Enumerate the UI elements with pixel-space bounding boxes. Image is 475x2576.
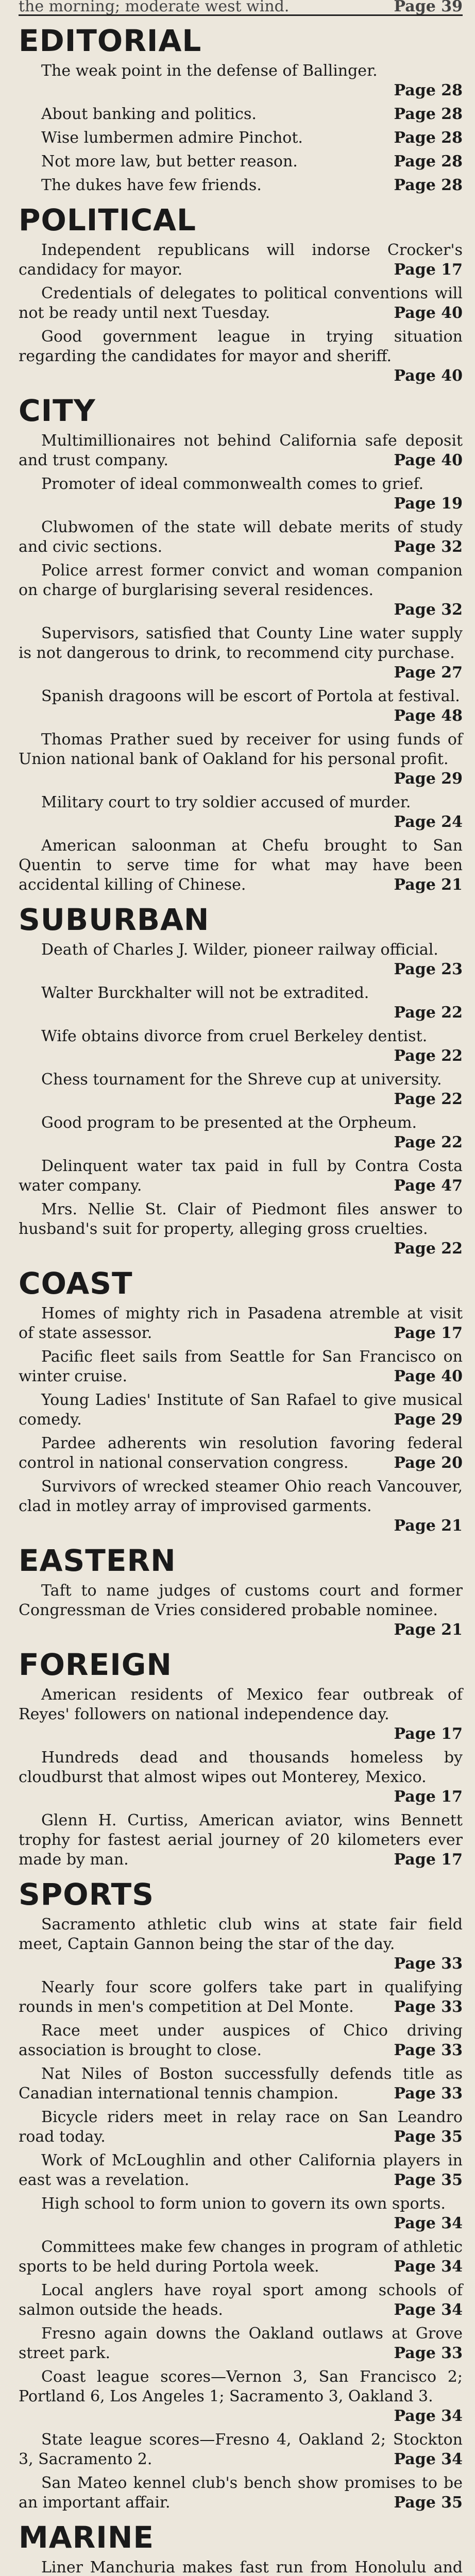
page-ref: Page 32: [394, 538, 463, 556]
entry-text: Survivors of wrecked steamer Ohio reach Vancouver, clad in motley array of improvised garments.: [19, 1478, 463, 1515]
entry-text: Thomas Prather sued by receiver for using funds of Union national bank of Oakland for his personal profit.: [19, 731, 463, 768]
index-entry: [19, 431, 463, 470]
page-ref: Page 34: [394, 2407, 463, 2425]
section-heading: FOREIGN: [19, 1647, 172, 1682]
entry-text: The weak point in the defense of Ballinger.: [41, 62, 378, 80]
index-entry: [19, 241, 463, 280]
index-entry: [19, 474, 463, 514]
index-entry: [19, 2238, 463, 2277]
entry-text: Death of Charles J. Wilder, pioneer railway official.: [41, 941, 438, 959]
page-ref: Page 22: [394, 1090, 463, 1108]
index-entry: [19, 2473, 463, 2513]
index-entry: [19, 1200, 463, 1259]
entry-text: Pardee adherents win resolution favoring federal control in national conservation congress.: [19, 1434, 463, 1472]
page-ref: Page 23: [394, 960, 463, 978]
page-ref: Page 28: [394, 176, 463, 194]
sections-container: [19, 24, 463, 2576]
index-entry: [19, 128, 463, 148]
section-political: [19, 204, 463, 386]
section-heading: COAST: [19, 1266, 133, 1301]
index-entry: [19, 1304, 463, 1343]
section-heading: EASTERN: [19, 1543, 176, 1578]
page-ref: Page 28: [394, 81, 463, 99]
section-city: [19, 394, 463, 895]
entry-text: American residents of Mexico fear outbreak of Reyes' followers on national independence day.: [19, 1686, 463, 1723]
entry-text: Nearly four score golfers take part in qualifying rounds in men's competition at Del Monte.: [19, 1978, 463, 2016]
page-ref: Page 33: [394, 1955, 463, 1973]
entry-text: Taft to name judges of customs court and former Congressman de Vries considered probable nominee.: [19, 1582, 463, 1619]
weather-text: the morning; moderate west wind.: [19, 0, 290, 15]
index-entry: [19, 327, 463, 386]
top-weather-line: [19, 0, 463, 16]
page-ref: Page 24: [394, 813, 463, 831]
page-ref: Page 17: [394, 1851, 463, 1869]
entry-text: Pacific fleet sails from Seattle for San Francisco on winter cruise.: [19, 1348, 463, 1385]
entry-text: Not more law, but better reason.: [41, 152, 298, 171]
entry-text: Walter Burckhalter will not be extradited.: [41, 984, 369, 1002]
index-entry: [19, 2367, 463, 2426]
page-ref: Page 17: [394, 1725, 463, 1743]
page-ref: Page 22: [394, 1004, 463, 1022]
index-entry: [19, 1978, 463, 2017]
section-coast: [19, 1267, 463, 1536]
index-entry: [19, 2558, 463, 2576]
page-ref: Page 35: [394, 2171, 463, 2189]
index-entry: [19, 284, 463, 323]
page-ref: Page 19: [394, 495, 463, 513]
index-entry: [19, 2194, 463, 2233]
entry-text: Delinquent water tax paid in full by Contra Costa water company.: [19, 1157, 463, 1195]
entry-text: San Mateo kennel club's bench show promises to be an important affair.: [19, 2474, 463, 2512]
page-ref: Page 17: [394, 1324, 463, 1342]
page-ref: Page 40: [394, 367, 463, 385]
entry-text: Glenn H. Curtiss, American aviator, wins Bennett trophy for fastest aerial journey of 20 kilometers ever made by man.: [19, 1811, 463, 1869]
page-ref: Page 28: [394, 152, 463, 171]
index-entry: [19, 1581, 463, 1640]
page-ref: Page 40: [394, 451, 463, 469]
page-ref: Page 32: [394, 601, 463, 619]
index-entry: [19, 624, 463, 683]
index-entry: [19, 984, 463, 1023]
entry-text: Fresno again downs the Oakland outlaws at Grove street park.: [19, 2325, 463, 2362]
page-ref: Page 17: [394, 1788, 463, 1806]
section-eastern: [19, 1544, 463, 1640]
page-ref: Page 47: [394, 1177, 463, 1195]
index-entry: [19, 1748, 463, 1807]
page-ref: Page 28: [394, 129, 463, 147]
entry-text: Promoter of ideal commonwealth comes to grief.: [41, 475, 424, 493]
entry-text: Sacramento athletic club wins at state fair field meet, Captain Gannon being the star of the day.: [19, 1916, 463, 1953]
page-ref: Page 27: [394, 664, 463, 682]
section-suburban: [19, 903, 463, 1259]
section-foreign: [19, 1648, 463, 1870]
entry-text: Spanish dragoons will be escort of Portola at festival.: [41, 687, 460, 705]
section-editorial: [19, 24, 463, 195]
entry-text: American saloonman at Chefu brought to San Quentin to serve time for what may have been accidental killing of Chinese.: [19, 837, 463, 894]
page-ref: Page 40: [394, 304, 463, 322]
section-sports: [19, 1878, 463, 2513]
index-entry: [19, 176, 463, 195]
entry-text: Mrs. Nellie St. Clair of Piedmont files answer to husband's suit for property, alleging gross cruelties.: [19, 1200, 463, 1238]
page-ref: Page 17: [394, 261, 463, 279]
index-entry: [19, 152, 463, 172]
entry-text: Credentials of delegates to political conventions will not be ready until next Tuesday.: [19, 284, 463, 322]
page-ref: Page 29: [394, 770, 463, 788]
entry-text: Local anglers have royal sport among schools of salmon outside the heads.: [19, 2281, 463, 2319]
page-ref: Page 39: [394, 0, 463, 15]
entry-text: High school to form union to govern its own sports.: [41, 2195, 446, 2213]
index-entry: [19, 1434, 463, 1473]
index-entry: [19, 1685, 463, 1744]
entry-text: About banking and politics.: [41, 105, 257, 123]
entry-text: The dukes have few friends.: [41, 176, 262, 194]
index-entry: [19, 2021, 463, 2060]
entry-text: Multimillionaires not behind California safe deposit and trust company.: [19, 432, 463, 469]
entry-text: Liner Manchuria makes fast run from Honolulu and: [41, 2558, 463, 2576]
section-heading: SUBURBAN: [19, 902, 210, 937]
page-ref: Page 34: [394, 2301, 463, 2319]
index-entry: [19, 105, 463, 124]
entry-text: Homes of mighty rich in Pasadena atremble at visit of state assessor.: [19, 1304, 463, 1342]
entry-text: Committees make few changes in program of athletic sports to be held during Portola week.: [19, 2238, 463, 2276]
index-entry: [19, 61, 463, 100]
page-ref: Page 22: [394, 1133, 463, 1151]
page-ref: Page 21: [394, 876, 463, 894]
index-entry: [19, 518, 463, 557]
page-ref: Page 22: [394, 1240, 463, 1258]
index-entry: [19, 2430, 463, 2469]
entry-text: Work of McLoughlin and other California players in east was a revelation.: [19, 2151, 463, 2189]
entry-text: Wife obtains divorce from cruel Berkeley dentist.: [41, 1027, 428, 1045]
page-ref: Page 35: [394, 2128, 463, 2146]
entry-text: Coast league scores—Vernon 3, San Francisco 2; Portland 6, Los Angeles 1; Sacramento 3, Oakland 3.: [19, 2368, 463, 2405]
index-entry: [19, 730, 463, 789]
index-entry: [19, 2281, 463, 2320]
page-ref: Page 34: [394, 2258, 463, 2276]
index-entry: [19, 1070, 463, 1109]
entry-text: State league scores—Fresno 4, Oakland 2; Stockton 3, Sacramento 2.: [19, 2431, 463, 2468]
section-heading: MARINE: [19, 2520, 155, 2555]
index-entry: [19, 940, 463, 979]
entry-text: Good program to be presented at the Orpheum.: [41, 1114, 417, 1132]
entry-text: Clubwomen of the state will debate merits of study and civic sections.: [19, 518, 463, 556]
page-ref: Page 33: [394, 2084, 463, 2103]
page-ref: Page 33: [394, 2344, 463, 2362]
index-entry: [19, 2151, 463, 2190]
entry-text: Race meet under auspices of Chico driving association is brought to close.: [19, 2022, 463, 2059]
page-ref: Page 28: [394, 105, 463, 123]
page-ref: Page 48: [394, 707, 463, 725]
index-entry: [19, 1477, 463, 1536]
index-entry: [19, 1915, 463, 1974]
index-entry: [19, 2064, 463, 2104]
entry-text: Wise lumbermen admire Pinchot.: [41, 129, 303, 147]
index-entry: [19, 1811, 463, 1870]
section-heading: EDITORIAL: [19, 23, 202, 58]
index-entry: [19, 1113, 463, 1153]
page-ref: Page 21: [394, 1621, 463, 1639]
section-heading: SPORTS: [19, 1877, 154, 1912]
index-entry: [19, 1391, 463, 1430]
page-ref: Page 29: [394, 1411, 463, 1429]
page-ref: Page 40: [394, 1367, 463, 1385]
entry-text: Hundreds dead and thousands homeless by cloudburst that almost wipes out Monterey, Mexico.: [19, 1749, 463, 1786]
page-ref: Page 20: [394, 1454, 463, 1472]
index-entry: [19, 2108, 463, 2147]
page-ref: Page 34: [394, 2450, 463, 2468]
entry-text: Chess tournament for the Shreve cup at university.: [41, 1071, 442, 1089]
section-heading: CITY: [19, 393, 96, 428]
entry-text: Supervisors, satisfied that County Line water supply is not dangerous to drink, to recommend city purchase.: [19, 624, 463, 662]
entry-text: Bicycle riders meet in relay race on San Leandro road today.: [19, 2108, 463, 2146]
page-ref: Page 21: [394, 1517, 463, 1535]
page-ref: Page 33: [394, 1998, 463, 2016]
page-ref: Page 35: [394, 2494, 463, 2512]
entry-text: Young Ladies' Institute of San Rafael to give musical comedy.: [19, 1391, 463, 1429]
index-entry: [19, 836, 463, 895]
entry-text: Independent republicans will indorse Crocker's candidacy for mayor.: [19, 241, 463, 279]
index-entry: [19, 687, 463, 726]
index-entry: [19, 2324, 463, 2363]
page-ref: Page 22: [394, 1047, 463, 1065]
index-entry: [19, 1027, 463, 1066]
entry-text: Police arrest former convict and woman companion on charge of burglarising several residences.: [19, 562, 463, 599]
index-entry: [19, 793, 463, 832]
entry-text: Good government league in trying situation regarding the candidates for mayor and sheriff.: [19, 328, 463, 365]
index-entry: [19, 1347, 463, 1386]
index-entry: [19, 561, 463, 620]
entry-text: Nat Niles of Boston successfully defends title as Canadian international tennis champion.: [19, 2065, 463, 2103]
index-entry: [19, 1157, 463, 1196]
section-marine: [19, 2521, 463, 2576]
page-ref: Page 34: [394, 2214, 463, 2232]
entry-text: Military court to try soldier accused of murder.: [41, 793, 411, 811]
page-ref: Page 33: [394, 2041, 463, 2059]
section-heading: POLITICAL: [19, 202, 196, 238]
